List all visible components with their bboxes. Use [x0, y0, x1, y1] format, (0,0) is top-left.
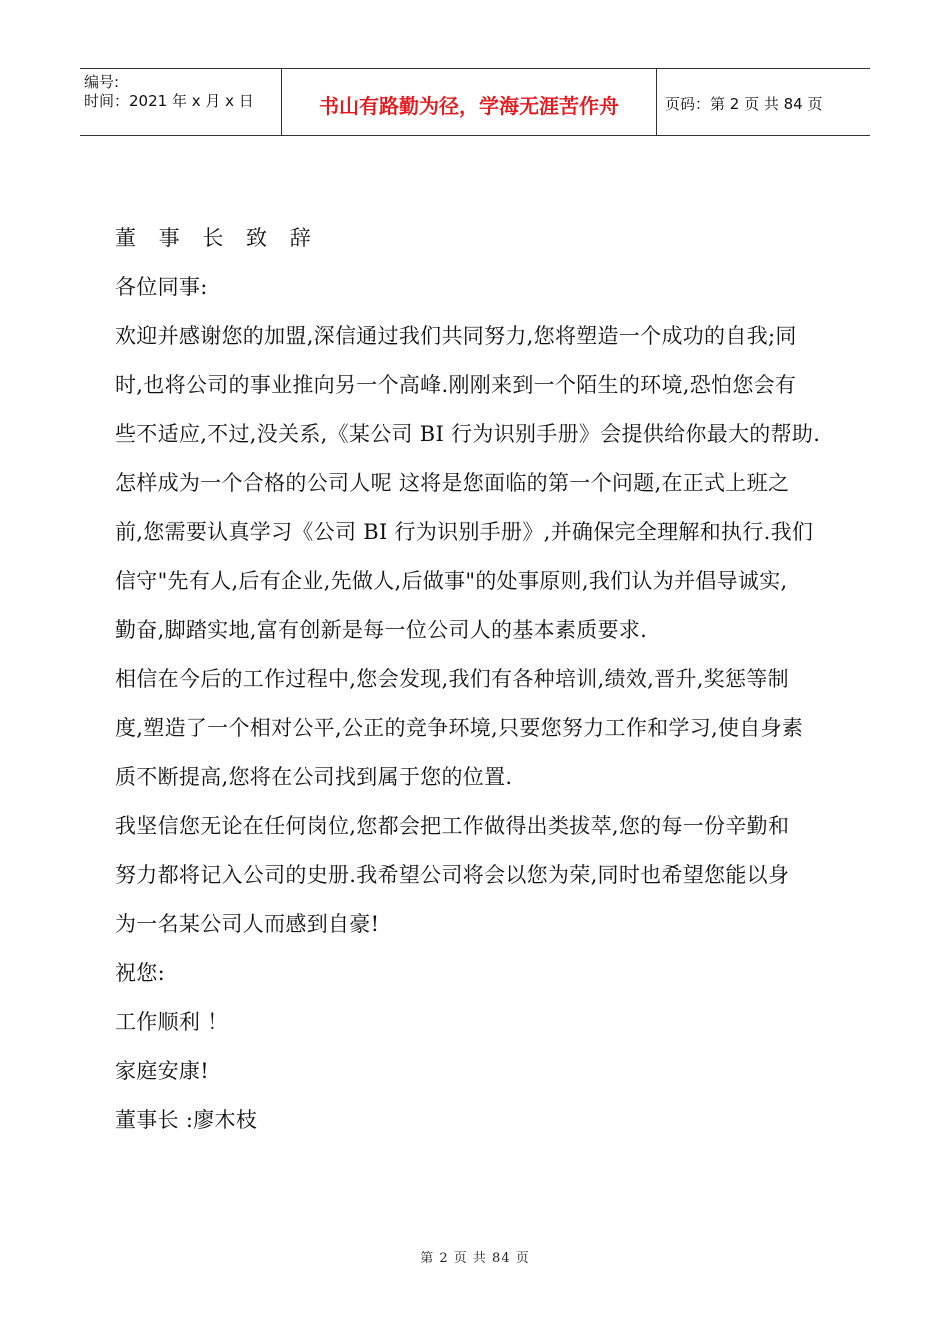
- body-line: 信守"先有人,后有企业,先做人,后做事"的处事原则,我们认为并倡导诚实,: [115, 569, 788, 593]
- body-line: 为一名某公司人而感到自豪!: [115, 912, 380, 936]
- document-title: 董 事 长 致 辞: [115, 226, 319, 250]
- document-number-label: 编号:: [84, 73, 120, 91]
- body-line: 质不断提高,您将在公司找到属于您的位置.: [115, 765, 513, 789]
- body-line: 我坚信您无论在任何岗位,您都会把工作做得出类拔萃,您的每一份辛勤和: [115, 814, 790, 838]
- body-line: 度,塑造了一个相对公平,公正的竞争环境,只要您努力工作和学习,使自身素: [115, 716, 804, 740]
- document-body: [115, 214, 845, 1145]
- body-line: 相信在今后的工作过程中,您会发现,我们有各种培训,绩效,晋升,奖惩等制: [115, 667, 789, 691]
- body-line: 时,也将公司的事业推向另一个高峰.刚刚来到一个陌生的环境,恐怕您会有: [115, 373, 797, 397]
- body-line: 怎样成为一个合格的公司人呢 这将是您面临的第一个问题,在正式上班之: [115, 471, 790, 495]
- body-line: 前,您需要认真学习《公司 BI 行为识别手册》,并确保完全理解和执行.我们: [115, 520, 814, 544]
- body-line: 欢迎并感谢您的加盟,深信通过我们共同努力,您将塑造一个成功的自我;同: [115, 324, 797, 348]
- body-line: 各位同事:: [115, 275, 208, 299]
- page-footer: 第 2 页 共 84 页: [420, 1251, 530, 1266]
- document-date-label: 时间：2021 年 x 月 x 日: [84, 92, 254, 110]
- page-header: [80, 68, 870, 136]
- body-line: 些不适应,不过,没关系,《某公司 BI 行为识别手册》会提供给你最大的帮助.: [115, 422, 821, 446]
- header-motto: 书山有路勤为径，学海无涯苦作舟: [282, 69, 657, 135]
- closing-wish: 工作顺利 ！: [115, 1010, 229, 1034]
- body-line: 勤奋,脚踏实地,富有创新是每一位公司人的基本素质要求.: [115, 618, 648, 642]
- closing-wish: 家庭安康!: [115, 1059, 209, 1083]
- signature-line: 董事长 :廖木枝: [115, 1108, 258, 1132]
- closing-greeting: 祝您:: [115, 961, 165, 985]
- body-line: 努力都将记入公司的史册.我希望公司将会以您为荣,同时也希望您能以身: [115, 863, 790, 887]
- header-page-info: 页码：第 2 页 共 84 页: [665, 94, 823, 113]
- header-meta: [80, 69, 282, 135]
